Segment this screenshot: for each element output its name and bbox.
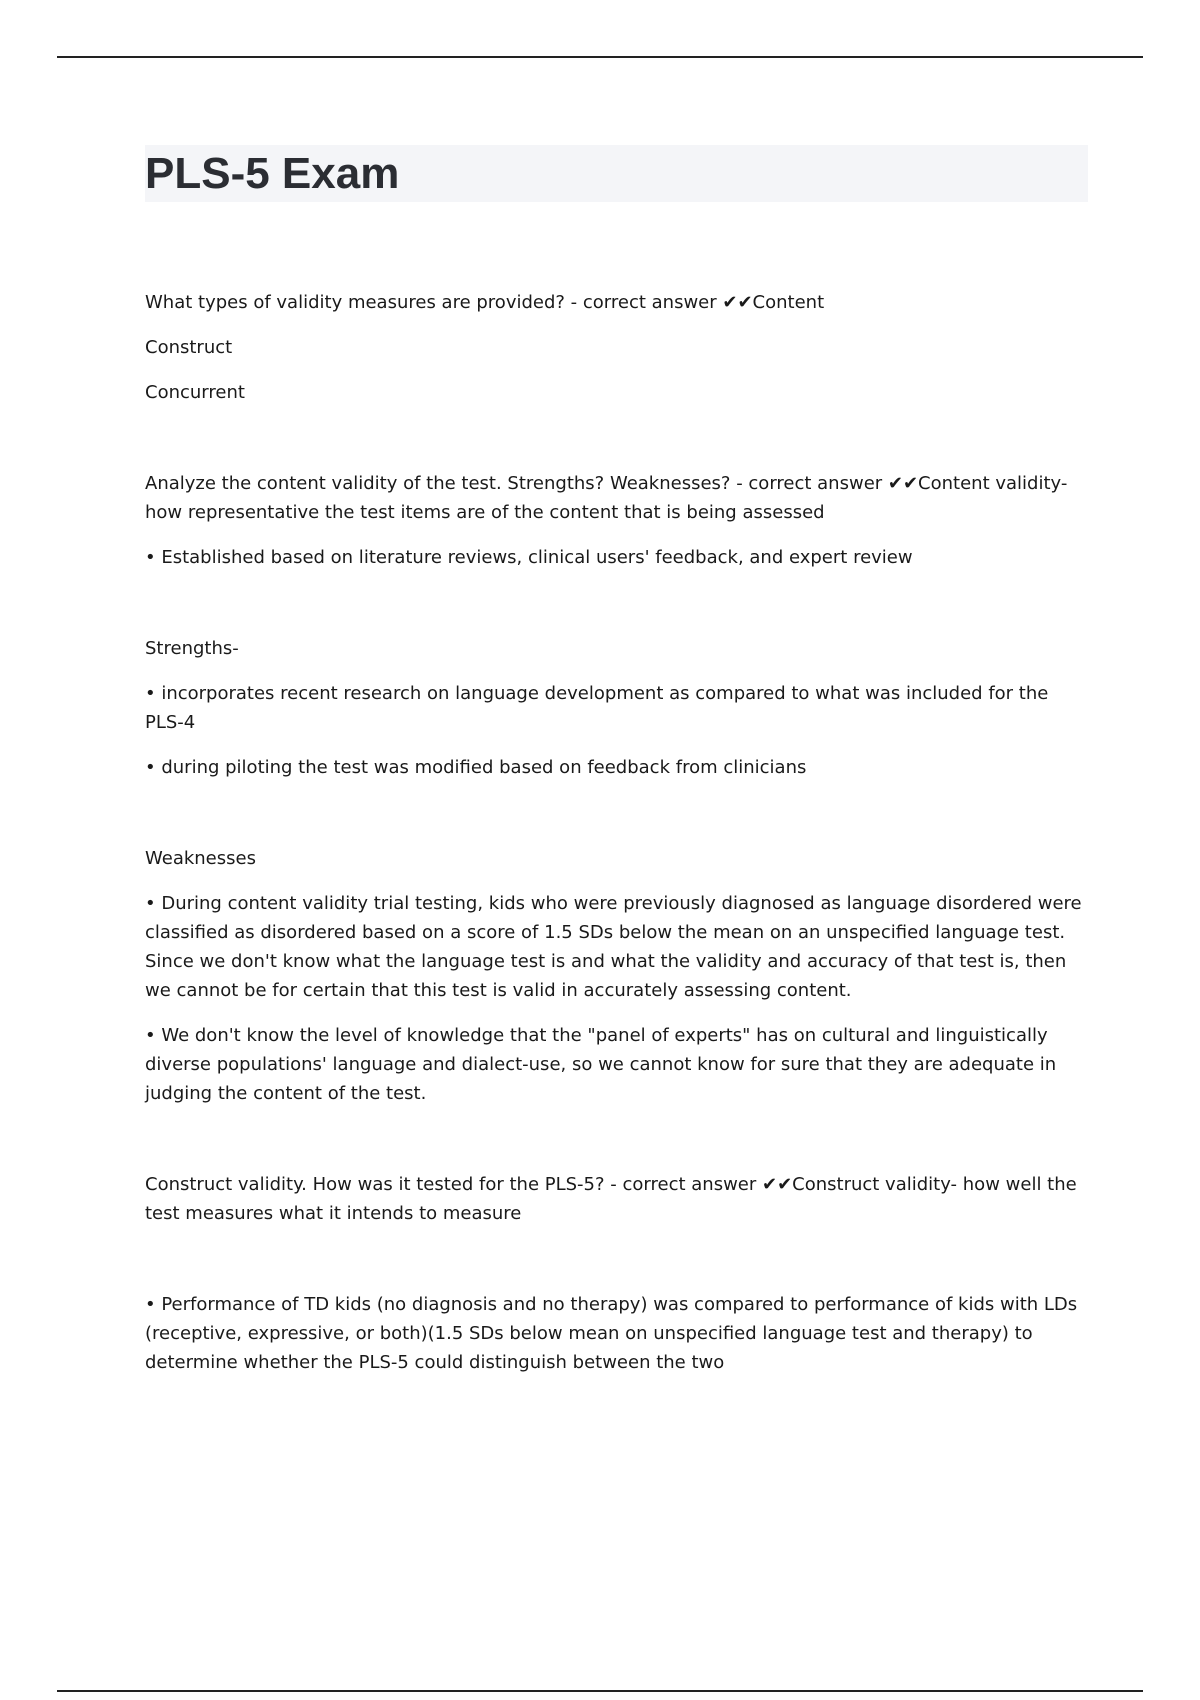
top-rule <box>57 56 1143 58</box>
bullet-item: • Established based on literature reviews, clinical users' feedback, and expert review <box>145 547 913 568</box>
bullet-item: • We don't know the level of knowledge that the "panel of experts" has on cultural and linguistically diverse populations' language and dialect-use, so we cannot know for sure that they are adequate in judging the content of the test. <box>145 1025 1057 1104</box>
bottom-rule <box>57 1690 1143 1692</box>
section-heading-weaknesses: Weaknesses <box>145 848 256 869</box>
answer-line: Construct <box>145 337 233 358</box>
page-title: PLS-5 Exam <box>145 149 400 198</box>
answer-line: Concurrent <box>145 382 245 403</box>
question-2-text: Analyze the content validity of the test. Strengths? Weaknesses? - correct answer ✔✔Content validity- how representative the test items are of the content that is being assessed <box>145 473 1068 523</box>
bullet-item: • Performance of TD kids (no diagnosis and no therapy) was compared to performance of kids with LDs (receptive, expressive, or both)(1.5 SDs below mean on unspecified language test and therapy) to determine whether the PLS-5 could distinguish between the two <box>145 1294 1078 1373</box>
question-3-text: Construct validity. How was it tested for the PLS-5? - correct answer ✔✔Construct validity- how well the test measures what it intends to measure <box>145 1174 1077 1224</box>
bullet-item: • During content validity trial testing, kids who were previously diagnosed as language disordered were classified as disordered based on a score of 1.5 SDs below the mean on an unspecified language test. Since we don't know what the language test is and what the validity and accuracy of that test is, then we cannot be for certain that this test is valid in accurately assessing content. <box>145 893 1082 1001</box>
section-heading-strengths: Strengths- <box>145 638 239 659</box>
bullet-item: • incorporates recent research on language development as compared to what was included for the PLS-4 <box>145 683 1049 733</box>
bullet-item: • during piloting the test was modified based on feedback from clinicians <box>145 757 807 778</box>
document-body <box>145 288 1090 1377</box>
question-1-text: What types of validity measures are provided? - correct answer ✔✔Content <box>145 292 825 313</box>
